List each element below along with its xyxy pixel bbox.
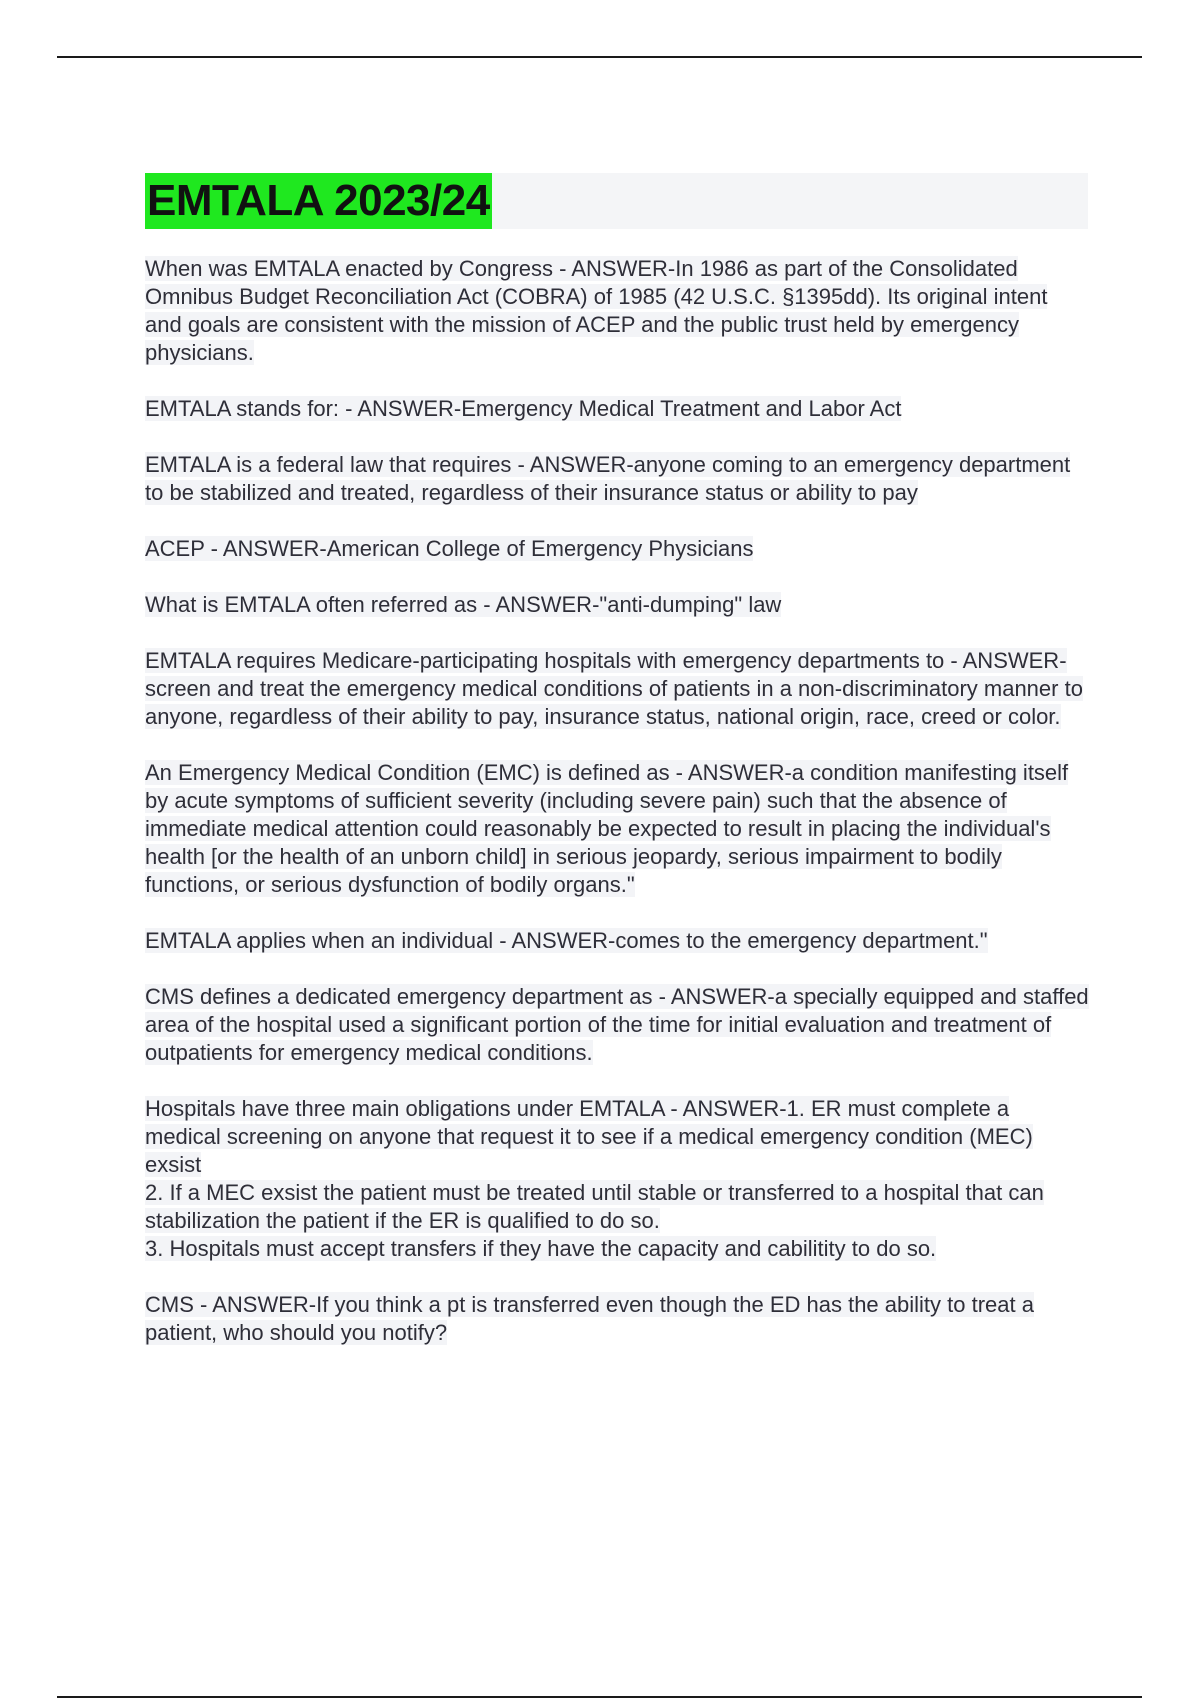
qa-item (145, 647, 1090, 731)
qa-item (145, 983, 1090, 1067)
footer-rule (57, 1696, 1142, 1698)
qa-item (145, 1291, 1090, 1347)
qa-text: EMTALA is a federal law that requires - ANSWER-anyone coming to an emergency department to be stabilized and treated, regardless of their insurance status or ability to pay (145, 452, 1071, 505)
qa-text: CMS defines a dedicated emergency department as - ANSWER-a specially equipped and staffed area of the hospital used a significant portion of the time for initial evaluation and treatment of outpatients for emergency medical conditions. (145, 984, 1089, 1065)
qa-text: An Emergency Medical Condition (EMC) is defined as - ANSWER-a condition manifesting itself by acute symptoms of sufficient severity (including severe pain) such that the absence of immediate medical attention could reasonably be expected to result in placing the individual's health [or the health of an unborn child] in serious jeopardy, serious impairment to bodily functions, or serious dysfunction of bodily organs." (145, 760, 1069, 897)
qa-text: ACEP - ANSWER-American College of Emergency Physicians (145, 536, 754, 561)
qa-item (145, 1095, 1090, 1263)
qa-item (145, 535, 1090, 563)
qa-item (145, 451, 1090, 507)
qa-list (145, 255, 1090, 1375)
qa-text: When was EMTALA enacted by Congress - ANSWER-In 1986 as part of the Consolidated Omnibus Budget Reconciliation Act (COBRA) of 1985 (42 U.S.C. §1395dd). Its original intent and goals are consistent with the mission of ACEP and the public trust held by emergency physicians. (145, 256, 1048, 365)
qa-text: EMTALA stands for: - ANSWER-Emergency Medical Treatment and Labor Act (145, 396, 902, 421)
qa-text: EMTALA applies when an individual - ANSWER-comes to the emergency department." (145, 928, 988, 953)
qa-item (145, 255, 1090, 367)
qa-item (145, 395, 1090, 423)
qa-text: CMS - ANSWER-If you think a pt is transferred even though the ED has the ability to treat a patient, who should you notify? (145, 1292, 1034, 1345)
qa-item (145, 927, 1090, 955)
document-title: EMTALA 2023/24 (145, 173, 492, 229)
qa-text: What is EMTALA often referred as - ANSWER-"anti-dumping" law (145, 592, 782, 617)
qa-item (145, 759, 1090, 899)
header-rule (57, 56, 1142, 58)
qa-text: EMTALA requires Medicare-participating hospitals with emergency departments to - ANSWER-screen and treat the emergency medical conditions of patients in a non-discriminatory manner to anyone, regardless of their ability to pay, insurance status, national origin, race, creed or color. (145, 648, 1083, 729)
qa-text: Hospitals have three main obligations under EMTALA - ANSWER-1. ER must complete a medical screening on anyone that request it to see if a medical emergency condition (MEC) exsist 2. If a MEC exsist the patient must be treated until stable or transferred to a hospital that can stabilization the patient if the ER is qualified to do so. 3. Hospitals must accept transfers if they have the capacity and cabilitity to do so. (145, 1096, 1044, 1261)
qa-item (145, 591, 1090, 619)
